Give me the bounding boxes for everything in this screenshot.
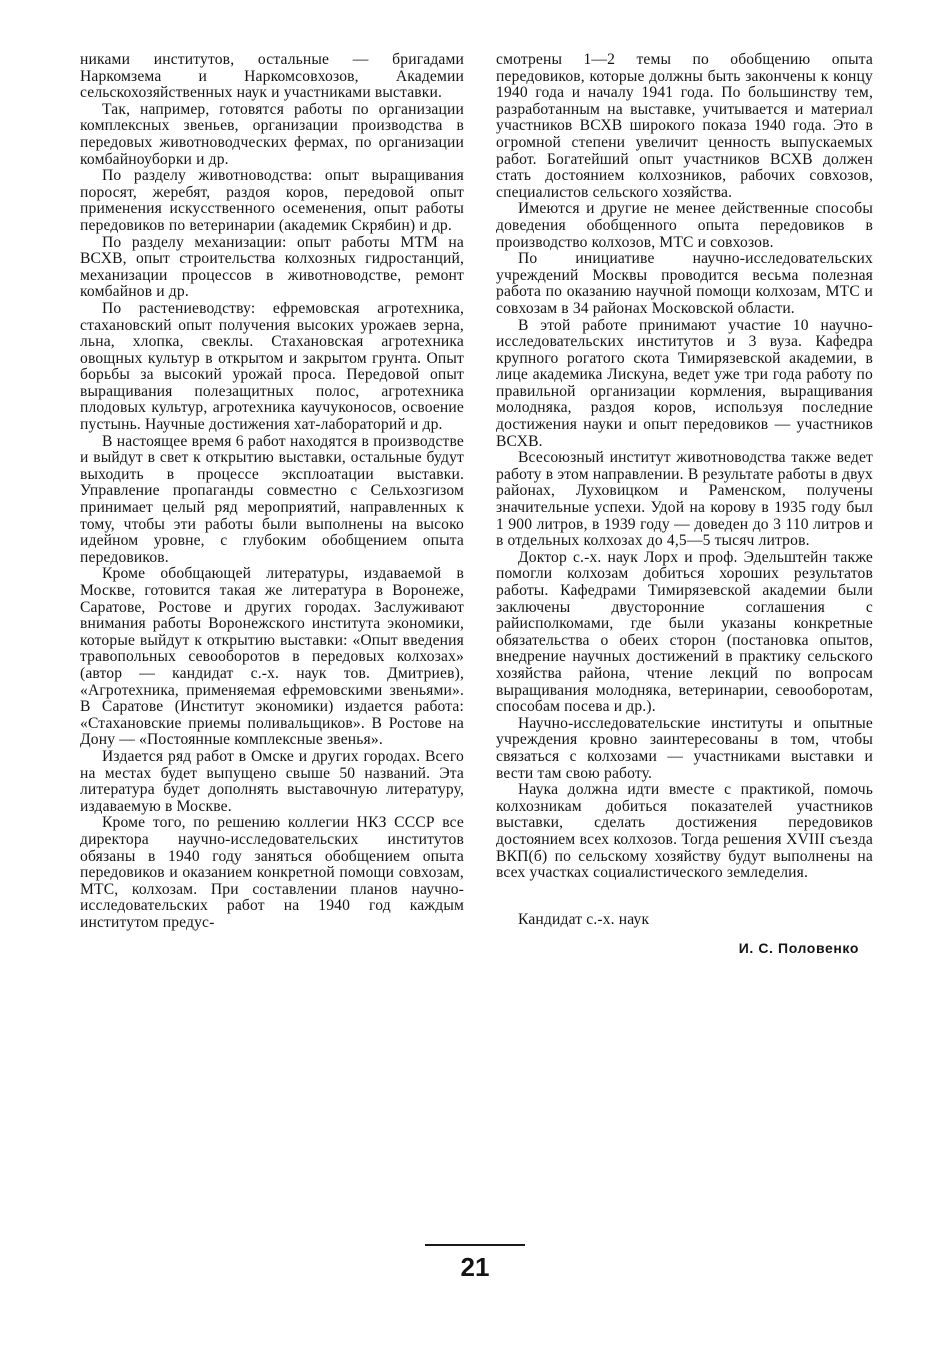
paragraph: По разделу животноводства: опыт выращивания поросят, жеребят, раздоя коров, передовой опыт применения искусственного осеменения, опыт работы передовиков по ветеринарии (академик Скрябин) и др. — [80, 167, 464, 234]
paragraph: По разделу механизации: опыт работы МТМ на ВСХВ, опыт строительства колхозных гидростанций, механизации процессов в животноводстве, ремонт комбайнов и др. — [80, 233, 464, 301]
paragraph: Наука должна идти вместе с практикой, помочь колхозникам добиться показателей участников выставки, сделать достижения передовиков достоянием всех колхозов. Тогда решения XVIII съезда ВКП(б) по сельскому хозяйству будут выполнены на всех участках социалистического земледелия. — [496, 781, 873, 882]
paragraph: В этой работе принимают участие 10 научно-исследовательских институтов и 3 вуза. Кафедра крупного рогатого скота Тимирязевской академии, в лице академика Лискуна, ведет уже три года работу по правильной организации кормления, выращивания молодняка, раздоя коров, используя последние достижения науки и опыт передовиков — участников ВСХВ. — [496, 316, 873, 450]
page-number-rule — [425, 1244, 525, 1246]
page-number: 21 — [460, 1252, 490, 1282]
paragraph: Кроме того, по решению коллегии НКЗ СССР все директора научно-исследовательских институтов обязаны в 1940 году заняться обобщением опыта передовиков и оказанием конкретной помощи совхозам, МТС, колхозам. При составлении планов научно-исследовательских работ на 1940 год каждым институтом предус- — [80, 814, 464, 931]
paragraph: Доктор с.-х. наук Лорх и проф. Эдельштейн также помогли колхозам добиться хороших результатов работы. Кафедрами Тимирязевской академии были заключены двусторонние соглашения с райисполкомами, где были указаны конкретные обязательства о обеих сторон (постановка опытов, внедрение научных достижений в практику сельского хозяйства района, чтение лекций по вопросам выращивания молодняка, ветеринарии, севооборотам, способам посева и др.). — [496, 548, 873, 716]
paragraph: В настоящее время 6 работ находятся в производстве и выйдут в свет к открытию выставки, остальные будут выходить в процессе эксплоатации выставки. Управление пропаганды совместно с Сельхозгизом принимает целый ряд мероприятий, направленных к тому, чтобы эти работы были выполнены на высоко идейном уровне, с глубоким обобщением опыта передовиков. — [80, 432, 464, 566]
paragraph: Всесоюзный институт животноводства также ведет работу в этом направлении. В результате работы в двух районах, Луховицком и Раменском, получены значительные успехи. Удой на корову в 1935 году был 1 900 литров, в 1939 году — доведен до 3 110 литров и в отдельных колхозах до 4,5—5 тысяч литров. — [496, 449, 873, 550]
paragraph: Так, например, готовятся работы по организации комплексных звеньев, организации производства в передовых животноводческих фермах, по организации комбайноуборки и др. — [80, 100, 464, 168]
author-degree: Кандидат с.-х. наук — [518, 910, 650, 928]
paragraph: Издается ряд работ в Омске и других городах. Всего на местах будет выпущено свыше 50 названий. Эта литература будет дополнять выставочную литературу, издаваемую в Москве. — [80, 747, 464, 815]
paragraph: По растениеводству: ефремовская агротехника, стахановский опыт получения высоких урожаев зерна, льна, хлопка, свеклы. Стахановская агротехника овощных культур в открытом и закрытом грунта. Опыт борьбы за высокий урожай проса. Передовой опыт выращивания полезащитных полос, агротехника плодовых культур, агротехника каучуконосов, освоение пустынь. Научные достижения хат-лабораторий и др. — [80, 299, 464, 434]
author-name: И. С. Половенко — [738, 940, 859, 957]
left-text-column — [80, 52, 464, 931]
author-signature — [496, 912, 873, 957]
right-text-column — [496, 52, 873, 957]
paragraph: Кроме обобщающей литературы, издаваемой в Москве, готовится такая же литература в Воронеже, Саратове, Ростове и других городах. Заслуживают внимания работы Воронежского института экономики, которые выйдут к открытию выставки: «Опыт введения травопольных севооборотов в передовых колхозах» (автор — кандидат с.-х. наук тов. Дмитриев), «Агротехника, применяемая ефремовскими звеньями». В Саратове (Институт экономики) издается работа: «Стахановские приемы поливальщиков». В Ростове на Дону — «Постоянные комплексные звенья». — [80, 565, 464, 749]
paragraph-continuation: никами институтов, остальные — бригадами Наркомзема и Наркомсовхозов, Академии сельскохозяйственных наук и участниками выставки. — [80, 51, 464, 102]
paragraph: По инициативе научно-исследовательских учреждений Москвы проводится весьма полезная работа по оказанию научной помощи колхозам, МТС и совхозам в 34 районах Московской области. — [496, 250, 873, 317]
paragraph-continuation: смотрены 1—2 темы по обобщению опыта передовиков, которые должны быть закончены к концу 1940 года и началу 1941 года. По большинству тем, разработанным на выставке, учитывается и материал участников ВСХВ широкого показа 1940 года. Это в огромной степени увеличит ценность выпускаемых работ. Богатейший опыт участников ВСХВ должен стать достоянием колхозников, рабочих совхозов, специалистов сельского хозяйства. — [496, 51, 873, 201]
paragraph: Имеются и другие не менее действенные способы доведения обобщенного опыта передовиков в производство колхозов, МТС и совхозов. — [496, 200, 873, 251]
paragraph: Научно-исследовательские институты и опытные учреждения кровно заинтересованы в том, чтобы связаться с колхозами — участниками выставки и вести там свою работу. — [496, 714, 873, 782]
